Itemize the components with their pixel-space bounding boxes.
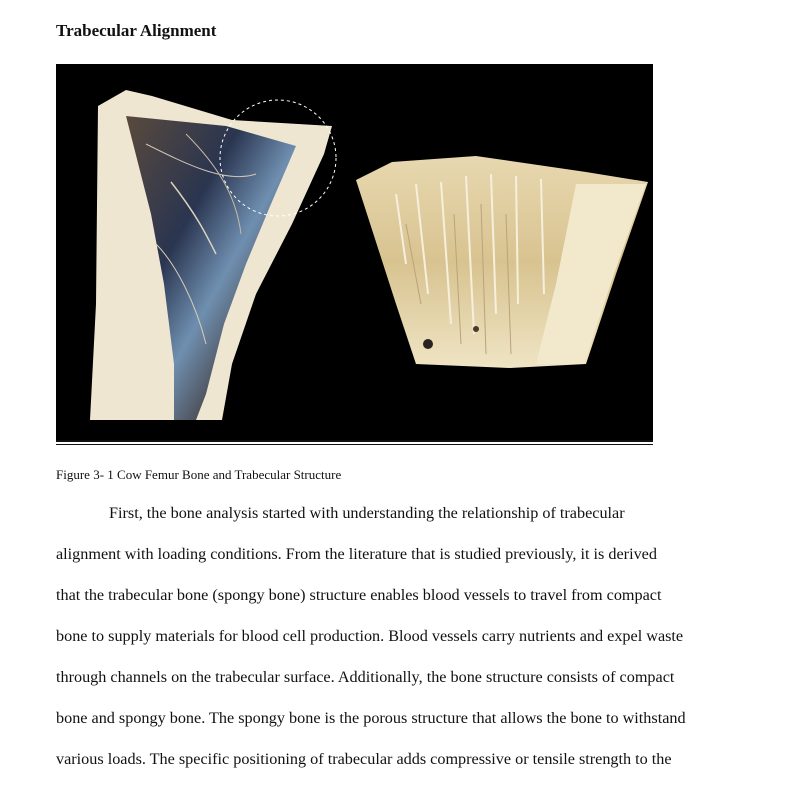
text-line: alignment with loading conditions. From the literature that is studied previously, it is derived (56, 545, 657, 563)
body-paragraph (56, 493, 760, 780)
text-line: First, the bone analysis started with understanding the relationship of trabecular (109, 504, 625, 522)
text-line: various loads. The specific positioning of trabecular adds compressive or tensile strength to the (56, 750, 672, 768)
text-line: bone to supply materials for blood cell production. Blood vessels carry nutrients and expel waste (56, 627, 684, 645)
figure-rule-thin (56, 444, 653, 445)
femur-section (90, 90, 336, 420)
figure-photo (56, 64, 653, 440)
section-heading: Trabecular Alignment (56, 21, 217, 40)
figure-caption: Figure 3- 1 Cow Femur Bone and Trabecular Structure (56, 467, 342, 482)
bone-photo-illustration (56, 64, 653, 440)
text-line: bone and spongy bone. The spongy bone is the porous structure that allows the bone to withstand (56, 709, 686, 727)
trabecular-chunk (356, 156, 648, 368)
figure-rule-thick (56, 440, 653, 442)
text-line: through channels on the trabecular surface. Additionally, the bone structure consists of compact (56, 668, 675, 686)
text-line: that the trabecular bone (spongy bone) structure enables blood vessels to travel from compact (56, 586, 662, 604)
